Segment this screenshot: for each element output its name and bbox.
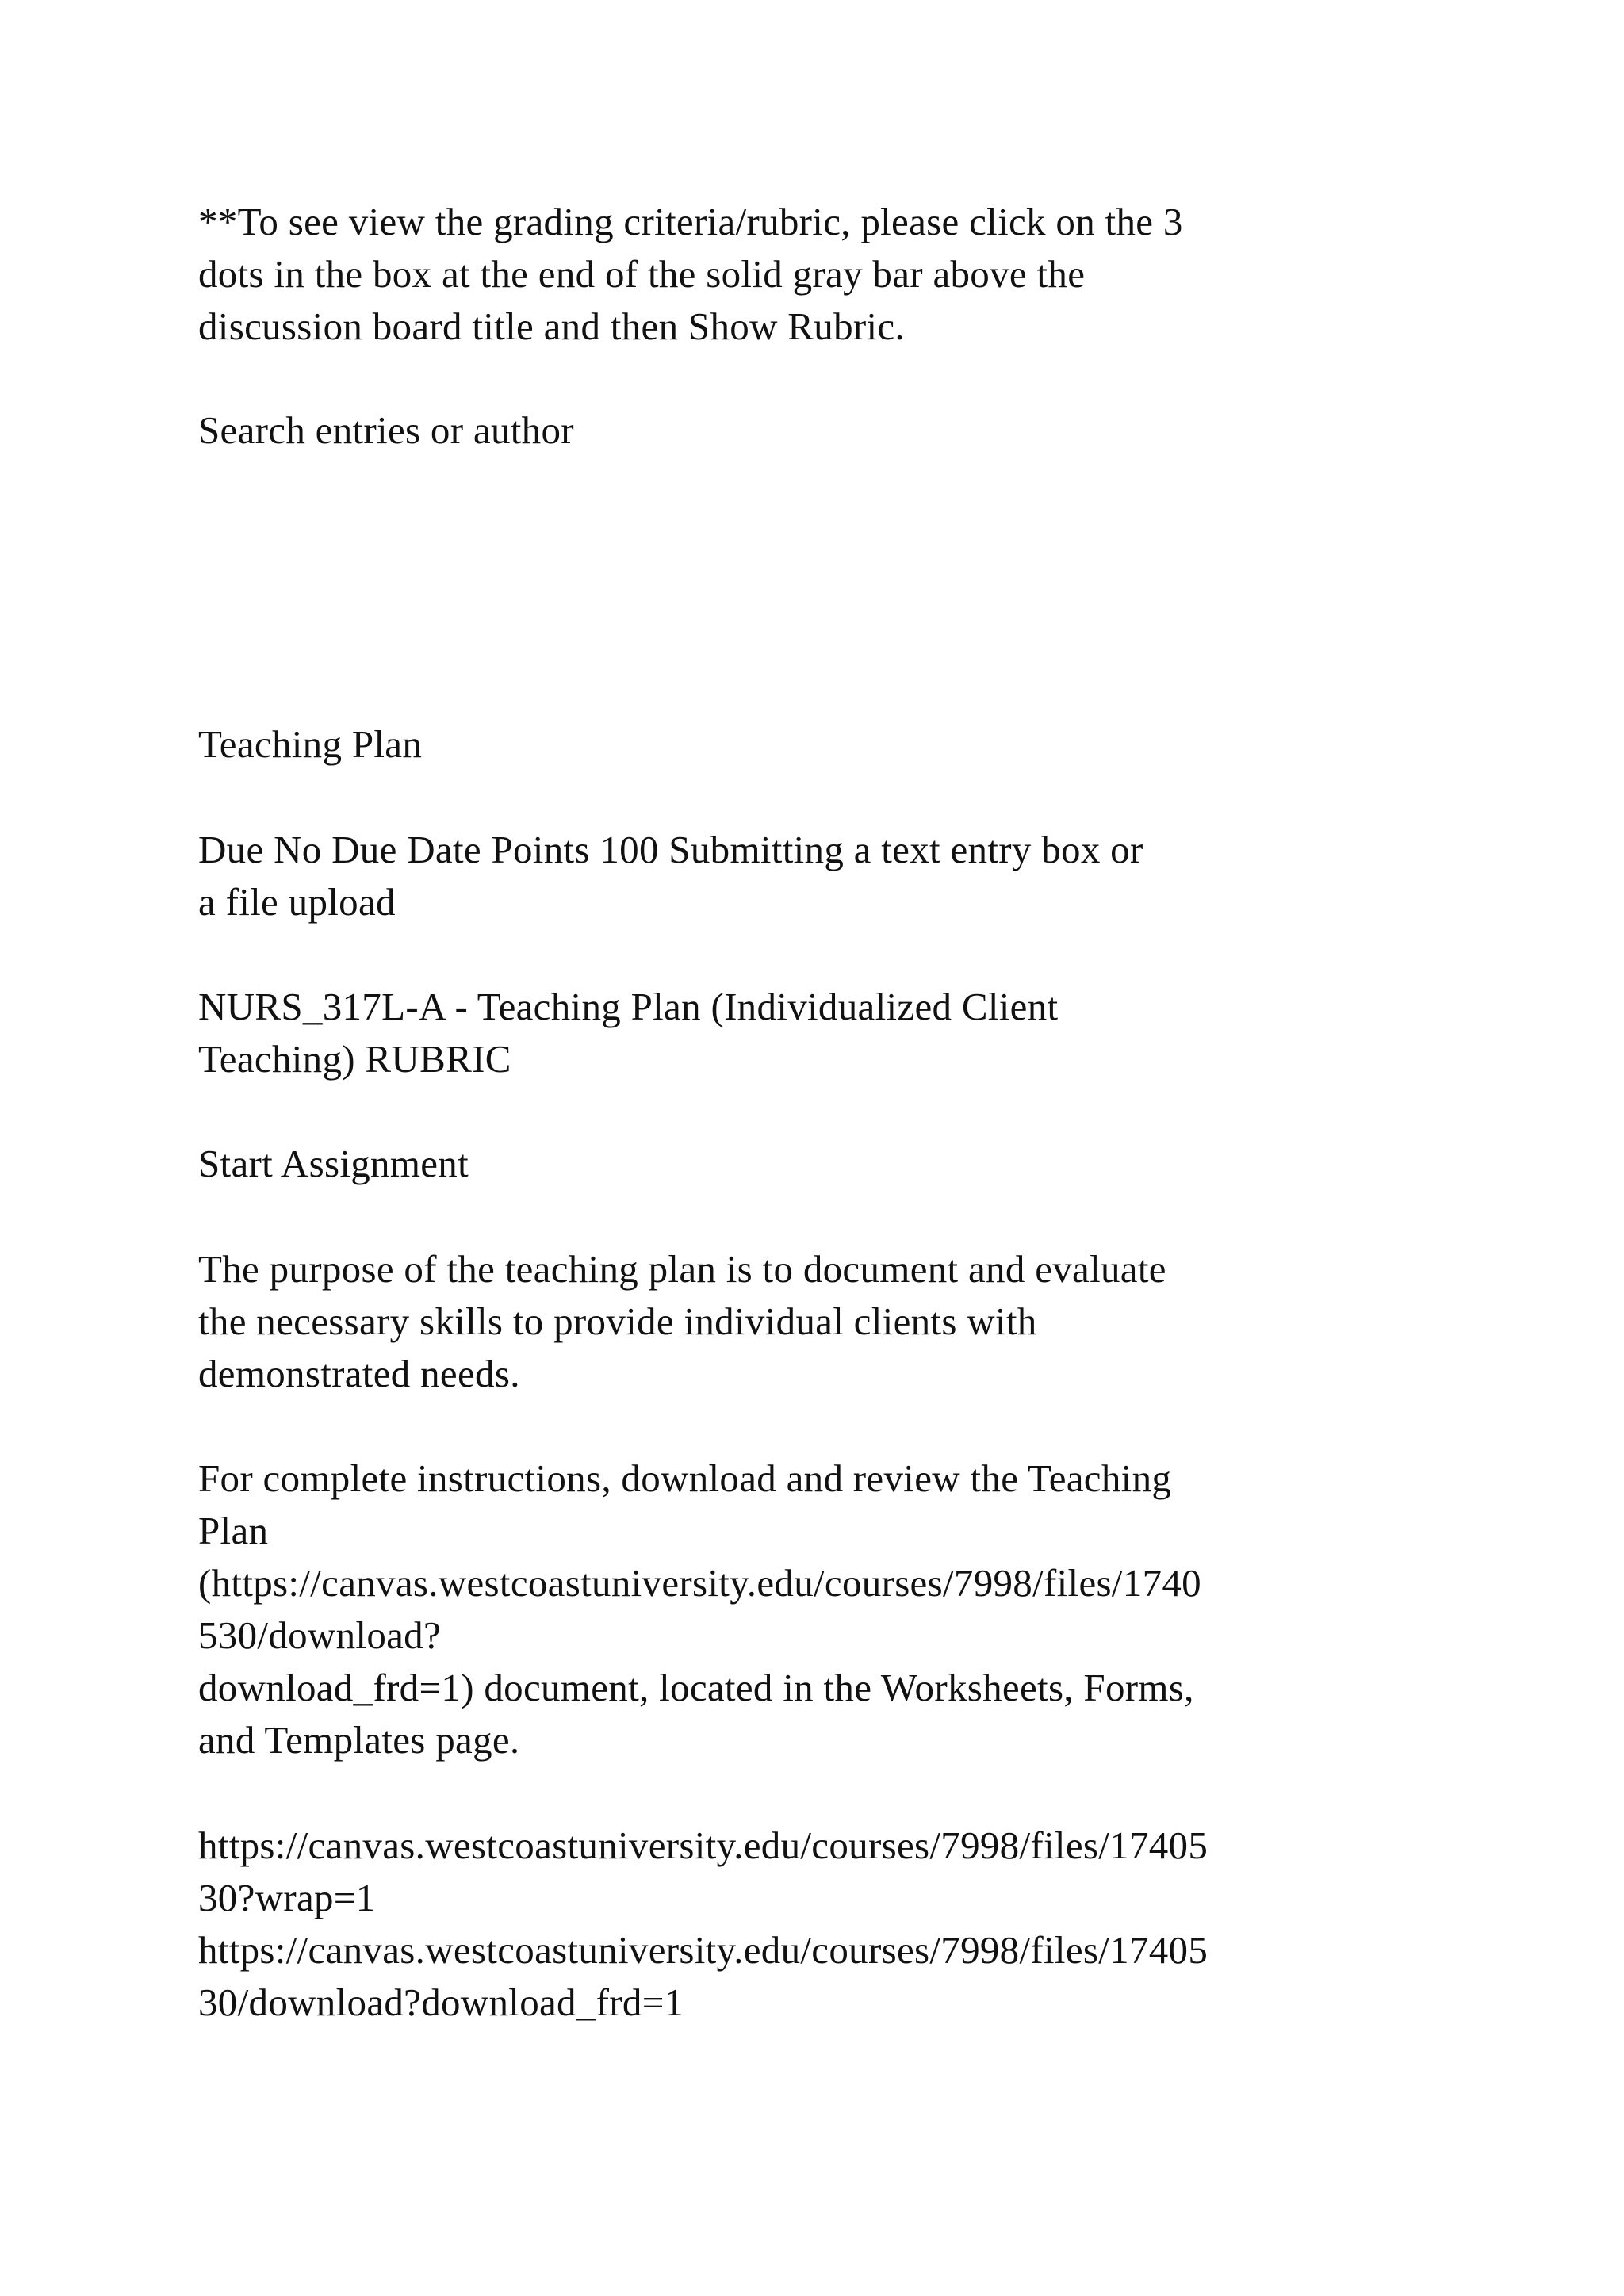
instructions-line-3: (https://canvas.westcoastuniversity.edu/courses/7998/files/1740 bbox=[198, 1561, 1201, 1605]
purpose-line-3: demonstrated needs. bbox=[198, 1352, 520, 1395]
start-assignment-text: Start Assignment bbox=[198, 1142, 469, 1185]
link-line-1: https://canvas.westcoastuniversity.edu/courses/7998/files/17405 bbox=[198, 1823, 1208, 1867]
rubric-note-line-3: discussion board title and then Show Rubric. bbox=[198, 304, 906, 348]
link-line-3: https://canvas.westcoastuniversity.edu/courses/7998/files/17405 bbox=[198, 1928, 1208, 1972]
rubric-note-line-1: **To see view the grading criteria/rubric, please click on the 3 bbox=[198, 200, 1183, 243]
purpose-line-1: The purpose of the teaching plan is to document and evaluate bbox=[198, 1247, 1166, 1291]
purpose-line-2: the necessary skills to provide individual clients with bbox=[198, 1299, 1037, 1343]
instructions-line-4: 530/download? bbox=[198, 1613, 442, 1657]
assignment-title: Teaching Plan bbox=[198, 722, 423, 766]
assignment-meta-line-2: a file upload bbox=[198, 880, 396, 924]
rubric-note-line-2: dots in the box at the end of the solid gray bar above the bbox=[198, 252, 1086, 296]
instructions-line-2: Plan bbox=[198, 1509, 269, 1552]
search-entries-label: Search entries or author bbox=[198, 408, 574, 452]
instructions-line-6: and Templates page. bbox=[198, 1718, 520, 1762]
rubric-name-line-1: NURS_317L-A - Teaching Plan (Individualized Client bbox=[198, 985, 1059, 1028]
assignment-meta-line-1: Due No Due Date Points 100 Submitting a text entry box or bbox=[198, 828, 1143, 871]
link-line-2: 30?wrap=1 bbox=[198, 1876, 376, 1919]
rubric-name-line-2: Teaching) RUBRIC bbox=[198, 1037, 511, 1081]
instructions-line-1: For complete instructions, download and review the Teaching bbox=[198, 1456, 1172, 1500]
link-line-4: 30/download?download_frd=1 bbox=[198, 1980, 684, 2024]
instructions-line-5: download_frd=1) document, located in the Worksheets, Forms, bbox=[198, 1666, 1194, 1709]
